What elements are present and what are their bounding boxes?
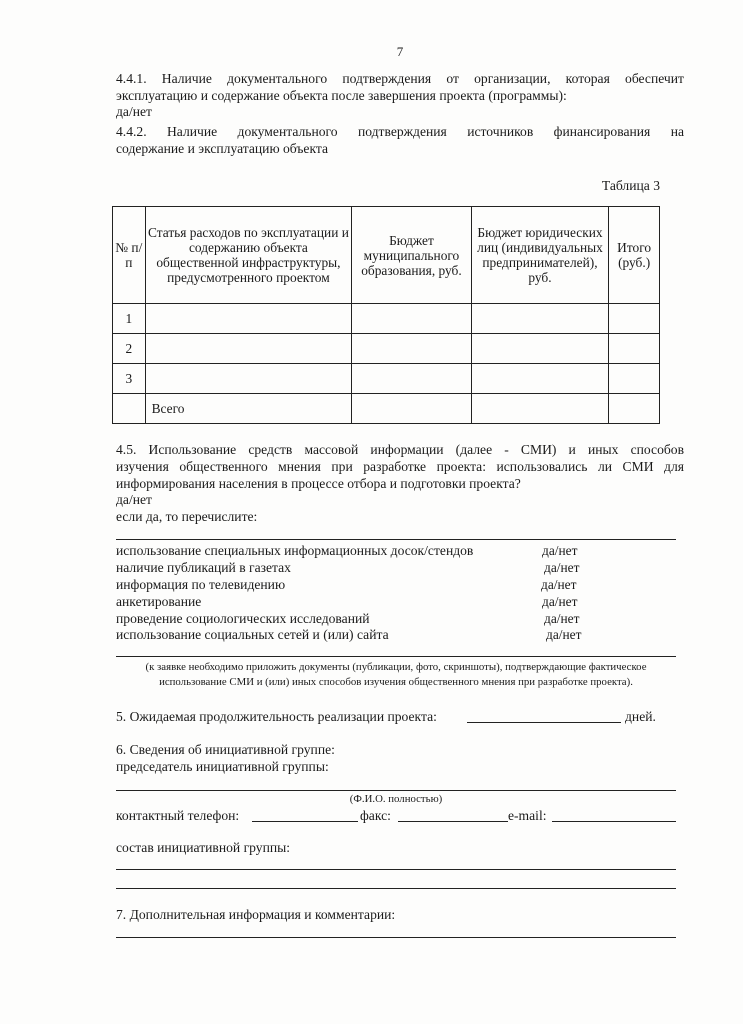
s45-line5: если да, то перечислите: [116,509,258,524]
total-label: Всего [145,394,352,424]
cell[interactable] [352,394,472,424]
header-num: № п/п [113,207,146,304]
media-item-answer[interactable]: да/нет [541,577,577,592]
media-item-answer[interactable]: да/нет [546,627,582,642]
media-item-label: анкетирование [116,594,202,609]
table-row [113,364,660,394]
s442-line2: содержание и эксплуатацию объекта [116,141,329,156]
fio-note: (Ф.И.О. полностью) [349,793,443,805]
members-field[interactable] [116,869,676,870]
media-item-answer[interactable]: да/нет [542,543,578,558]
fax-field[interactable] [398,821,508,822]
media-item-label: информация по телевидению [116,577,286,592]
cell[interactable] [609,334,660,364]
s6-line2: председатель инициативной группы: [116,759,329,774]
cell[interactable] [471,394,609,424]
s441-line1: 4.4.1. Наличие документального подтверждения от организации, которая обеспечит [116,71,684,86]
cell[interactable] [471,334,609,364]
cell[interactable] [145,304,352,334]
s441-answer: да/нет [116,104,152,119]
s442-line1: 4.4.2. Наличие документального подтверждения источников финансирования на [116,124,684,139]
media-item-answer[interactable]: да/нет [544,611,580,626]
s7-label: 7. Дополнительная информация и комментарии: [116,907,396,922]
table-row [113,334,660,364]
cell [113,394,146,424]
cell[interactable] [352,334,472,364]
comments-field[interactable] [116,937,676,938]
cell[interactable] [471,304,609,334]
chairman-name-field[interactable] [116,790,676,791]
attachment-note-2: использование СМИ и (или) иных способов изучения общественного мнения при разработке проекта). [159,676,633,688]
s441-line2: эксплуатацию и содержание объекта после завершения проекта (программы): [116,88,567,103]
header-total: Итого (руб.) [609,207,660,304]
email-label: e-mail: [508,808,547,823]
media-item-label: проведение социологических исследований [116,611,370,626]
s45-line1: 4.5. Использование средств массовой информации (далее - СМИ) и иных способов [116,442,684,457]
cell[interactable] [352,304,472,334]
media-item-answer[interactable]: да/нет [544,560,580,575]
phone-field[interactable] [252,821,358,822]
cell[interactable] [145,364,352,394]
cell[interactable] [352,364,472,394]
s6-line1: 6. Сведения об инициативной группе: [116,742,335,757]
members-field[interactable] [116,888,676,889]
days-field[interactable] [467,722,621,723]
table-caption: Таблица 3 [601,178,660,193]
fill-line[interactable] [116,656,676,657]
row-number: 3 [113,364,146,394]
s5-unit: дней. [625,709,656,724]
expenses-table [112,206,660,424]
media-item-answer[interactable]: да/нет [542,594,578,609]
table-header-row [113,207,660,304]
s45-line2: изучения общественного мнения при разработке проекта: использовались ли СМИ для [116,459,684,474]
cell[interactable] [471,364,609,394]
phone-label: контактный телефон: [116,808,240,823]
fill-line[interactable] [116,539,676,540]
s45-answer: да/нет [116,492,152,507]
cell[interactable] [609,364,660,394]
media-item-label: использование социальных сетей и (или) сайта [116,627,389,642]
attachment-note-1: (к заявке необходимо приложить документы (публикации, фото, скриншоты), подтверждающие фактическое [145,661,647,673]
header-legal: Бюджет юридических лиц (индивидуальных предпринимателей), руб. [471,207,609,304]
s45-line3: информирования населения в процессе отбора и подготовки проекта? [116,476,521,491]
email-field[interactable] [552,821,676,822]
header-article: Статья расходов по эксплуатации и содержанию объекта общественной инфраструктуры, предусмотренного проектом [145,207,352,304]
cell[interactable] [609,304,660,334]
media-item-label: использование специальных информационных досок/стендов [116,543,474,558]
media-item-label: наличие публикаций в газетах [116,560,291,575]
members-label: состав инициативной группы: [116,840,291,855]
table-total-row [113,394,660,424]
header-municipal: Бюджет муниципального образования, руб. [352,207,472,304]
cell[interactable] [145,334,352,364]
page-number: 7 [396,44,404,59]
cell[interactable] [609,394,660,424]
table-row [113,304,660,334]
fax-label: факс: [360,808,391,823]
row-number: 2 [113,334,146,364]
row-number: 1 [113,304,146,334]
s5-label: 5. Ожидаемая продолжительность реализации проекта: [116,709,437,724]
